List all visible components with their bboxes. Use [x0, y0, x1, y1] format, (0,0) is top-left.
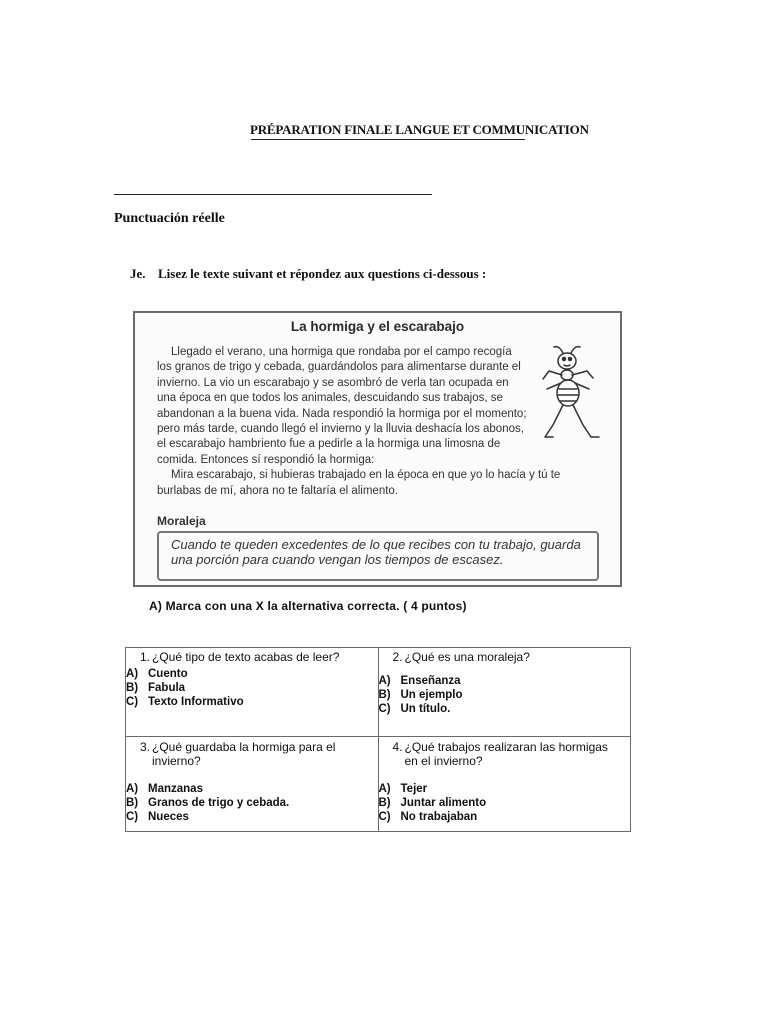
option-a[interactable]: A) Enseñanza [378, 675, 461, 687]
option-a[interactable]: A) Cuento [126, 668, 188, 680]
question-3 [126, 740, 378, 824]
question-number: 2. [392, 650, 403, 664]
option-b[interactable]: B) Juntar alimento [378, 797, 487, 809]
question-number: 3. [139, 740, 150, 754]
moral-label: Moraleja [157, 514, 206, 528]
task-instruction: A) Marca con una X la alternativa correcta. ( 4 puntos) [149, 599, 467, 613]
options-list [126, 782, 378, 824]
name-blank-line [114, 194, 432, 195]
options-list [379, 782, 631, 824]
option-c[interactable]: C) Texto Informativo [126, 696, 244, 708]
option-a[interactable]: A) Manzanas [126, 783, 203, 795]
question-cell-2 [378, 648, 631, 737]
question-4 [379, 740, 631, 824]
instruction-number: Je. [130, 266, 146, 281]
table-row [126, 648, 631, 737]
question-number: 1. [139, 650, 150, 664]
question-cell-3 [126, 737, 379, 832]
instruction-line [130, 266, 486, 282]
option-a[interactable]: A) Tejer [378, 783, 428, 795]
question-text: ¿Qué guardaba la hormiga para el invierno? [152, 740, 336, 768]
options-list [379, 674, 631, 716]
option-b[interactable]: B) Fabula [126, 682, 186, 694]
question-cell-1 [126, 648, 379, 737]
question-text: ¿Qué es una moraleja? [404, 650, 530, 664]
option-c[interactable]: C) Nueces [126, 811, 189, 823]
questions-table [125, 647, 631, 832]
section-heading: Punctuación réelle [114, 211, 225, 226]
reading-body [157, 345, 605, 499]
question-cell-4 [378, 737, 631, 832]
moral-box: Cuando te queden excedentes de lo que recibes con tu trabajo, guarda una porción para cuando vengan los tiempos de escasez. [157, 531, 599, 581]
question-number: 4. [392, 740, 403, 754]
document-title: PRÉPARATION FINALE LANGUE ET COMMUNICATION [250, 122, 589, 137]
reading-paragraph-1: Llegado el verano, una hormiga que rondaba por el campo recogía los granos de trigo y cebada, guardándolos para alimentarse durante el invierno. La vio un escarabajo y se asombró de verla tan ocupada en una época en que todos los animales, descuidando sus trabajos, se abandonan a la buena vida. Nada respondió la hormiga por el momento; pero más tarde, cuando llegó el invierno y la lluvia deshacía los abonos, el escarabajo hambriento fue a pedirle a la hormiga una limosna de comida. Entonces sí respondió la hormiga: [157, 346, 527, 466]
option-b[interactable]: B) Granos de trigo y cebada. [126, 797, 290, 809]
instruction-text: Lisez le texte suivant et répondez aux questions ci-dessous : [158, 266, 487, 281]
reading-paragraph-2: Mira escarabajo, si hubieras trabajado en la época en que yo lo hacía y tú te burlabas de mí, ahora no te faltaría el alimento. [157, 469, 561, 497]
question-text: ¿Qué trabajos realizaran las hormigas en el invierno? [404, 740, 608, 768]
reading-passage-box [133, 311, 622, 587]
question-2 [379, 650, 631, 716]
option-c[interactable]: C) No trabajaban [378, 811, 478, 823]
title-underline [251, 139, 525, 140]
ant-cartoon-icon [533, 345, 605, 445]
option-c[interactable]: C) Un título. [378, 703, 451, 715]
reading-title: La hormiga y el escarabajo [290, 319, 465, 334]
question-text: ¿Qué tipo de texto acabas de leer? [152, 650, 340, 664]
option-b[interactable]: B) Un ejemplo [378, 689, 463, 701]
question-1 [126, 650, 378, 709]
table-row [126, 737, 631, 832]
options-list [126, 667, 378, 709]
